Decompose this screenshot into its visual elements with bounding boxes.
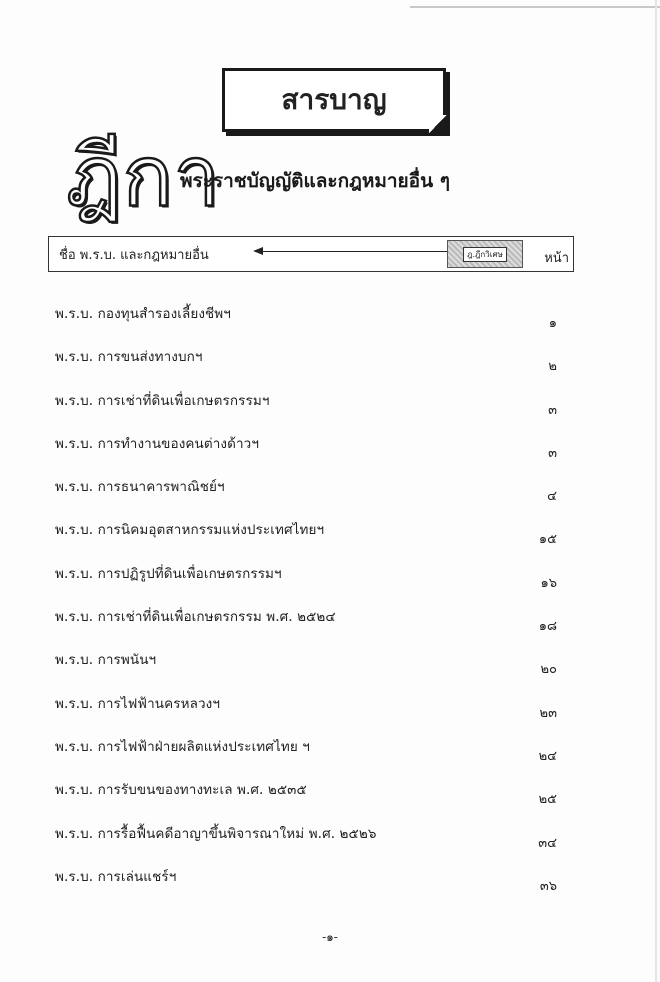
- toc-row[interactable]: [55, 337, 565, 380]
- toc-title: พ.ร.บ. การขนส่งทางบกฯ: [55, 349, 203, 366]
- toc-row[interactable]: [55, 554, 565, 597]
- page-title-box: [222, 68, 446, 132]
- toc-page: ๓: [548, 402, 557, 418]
- toc-title: พ.ร.บ. การธนาคารพาณิชย์ฯ: [55, 479, 225, 496]
- toc-row[interactable]: [55, 467, 565, 510]
- toc-page: ๑: [548, 316, 557, 331]
- toc-column-header: [48, 236, 574, 272]
- toc-page: ๓๖: [539, 878, 557, 894]
- toc-page: ๒๔: [538, 748, 557, 764]
- toc-title: พ.ร.บ. การพนันฯ: [55, 652, 157, 669]
- toc-list: [55, 294, 565, 900]
- toc-row[interactable]: [55, 814, 565, 857]
- page-subtitle: พระราชบัญญัติและกฎหมายอื่น ๆ: [180, 170, 450, 192]
- toc-row[interactable]: [55, 510, 565, 553]
- toc-page: ๔: [547, 489, 557, 505]
- toc-title: พ.ร.บ. การปฏิรูปที่ดินเพื่อเกษตรกรรมฯ: [55, 565, 282, 582]
- toc-title: พ.ร.บ. การทำงานของคนต่างด้าวฯ: [55, 435, 260, 452]
- toc-title: พ.ร.บ. การรื้อฟื้นคดีอาญาขึ้นพิจารณาใหม่ พ.ศ. ๒๕๒๖: [55, 825, 377, 842]
- toc-page: ๓: [548, 445, 557, 461]
- toc-row[interactable]: [55, 597, 565, 640]
- toc-row[interactable]: [55, 294, 565, 337]
- toc-page: ๒: [548, 359, 557, 375]
- toc-row[interactable]: [55, 857, 565, 900]
- stamp-text: ฎ.ฎีกวิเศษ: [463, 247, 507, 262]
- page-number: -๑-: [322, 930, 338, 944]
- toc-title: พ.ร.บ. การรับขนของทางทะเล พ.ศ. ๒๕๓๕: [55, 782, 307, 799]
- toc-row[interactable]: [55, 727, 565, 770]
- page-title: สารบาญ: [281, 83, 387, 116]
- scan-edge-top: [410, 6, 660, 8]
- toc-row[interactable]: [55, 381, 565, 424]
- toc-page: ๑๘: [538, 619, 557, 635]
- toc-title: พ.ร.บ. การเล่นแชร์ฯ: [55, 868, 177, 885]
- toc-page: ๒๕: [538, 792, 557, 808]
- scan-edge-right: [655, 0, 657, 982]
- toc-title: พ.ร.บ. การนิคมอุตสาหกรรมแห่งประเทศไทยฯ: [55, 522, 325, 539]
- column-header-page: หน้า: [544, 251, 569, 266]
- toc-row[interactable]: [55, 424, 565, 467]
- toc-row[interactable]: [55, 770, 565, 813]
- toc-title: พ.ร.บ. การไฟฟ้าฝ่ายผลิตแห่งประเทศไทย ฯ: [55, 738, 310, 755]
- big-word-logo: [66, 88, 221, 225]
- toc-page: ๒๐: [540, 662, 557, 678]
- big-word-text: ฎีกา: [66, 127, 221, 225]
- toc-page: ๓๔: [538, 835, 557, 851]
- toc-title: พ.ร.บ. การเช่าที่ดินเพื่อเกษตรกรรม พ.ศ. ๒๕๒๔: [55, 609, 336, 626]
- toc-title: พ.ร.บ. การเช่าที่ดินเพื่อเกษตรกรรมฯ: [55, 392, 270, 409]
- stamp-logo: [447, 240, 523, 268]
- toc-title: พ.ร.บ. กองทุนสำรองเลี้ยงชีพฯ: [55, 306, 231, 322]
- folded-corner-icon: [429, 115, 447, 133]
- toc-row[interactable]: [55, 684, 565, 727]
- toc-page: ๒๓: [539, 705, 557, 721]
- toc-row[interactable]: [55, 640, 565, 683]
- toc-page: ๑๖: [540, 575, 557, 591]
- toc-title: พ.ร.บ. การไฟฟ้านครหลวงฯ: [55, 695, 221, 712]
- column-header-name: ชื่อ พ.ร.บ. และกฎหมายอื่น: [59, 248, 209, 263]
- toc-page: ๑๕: [538, 532, 557, 548]
